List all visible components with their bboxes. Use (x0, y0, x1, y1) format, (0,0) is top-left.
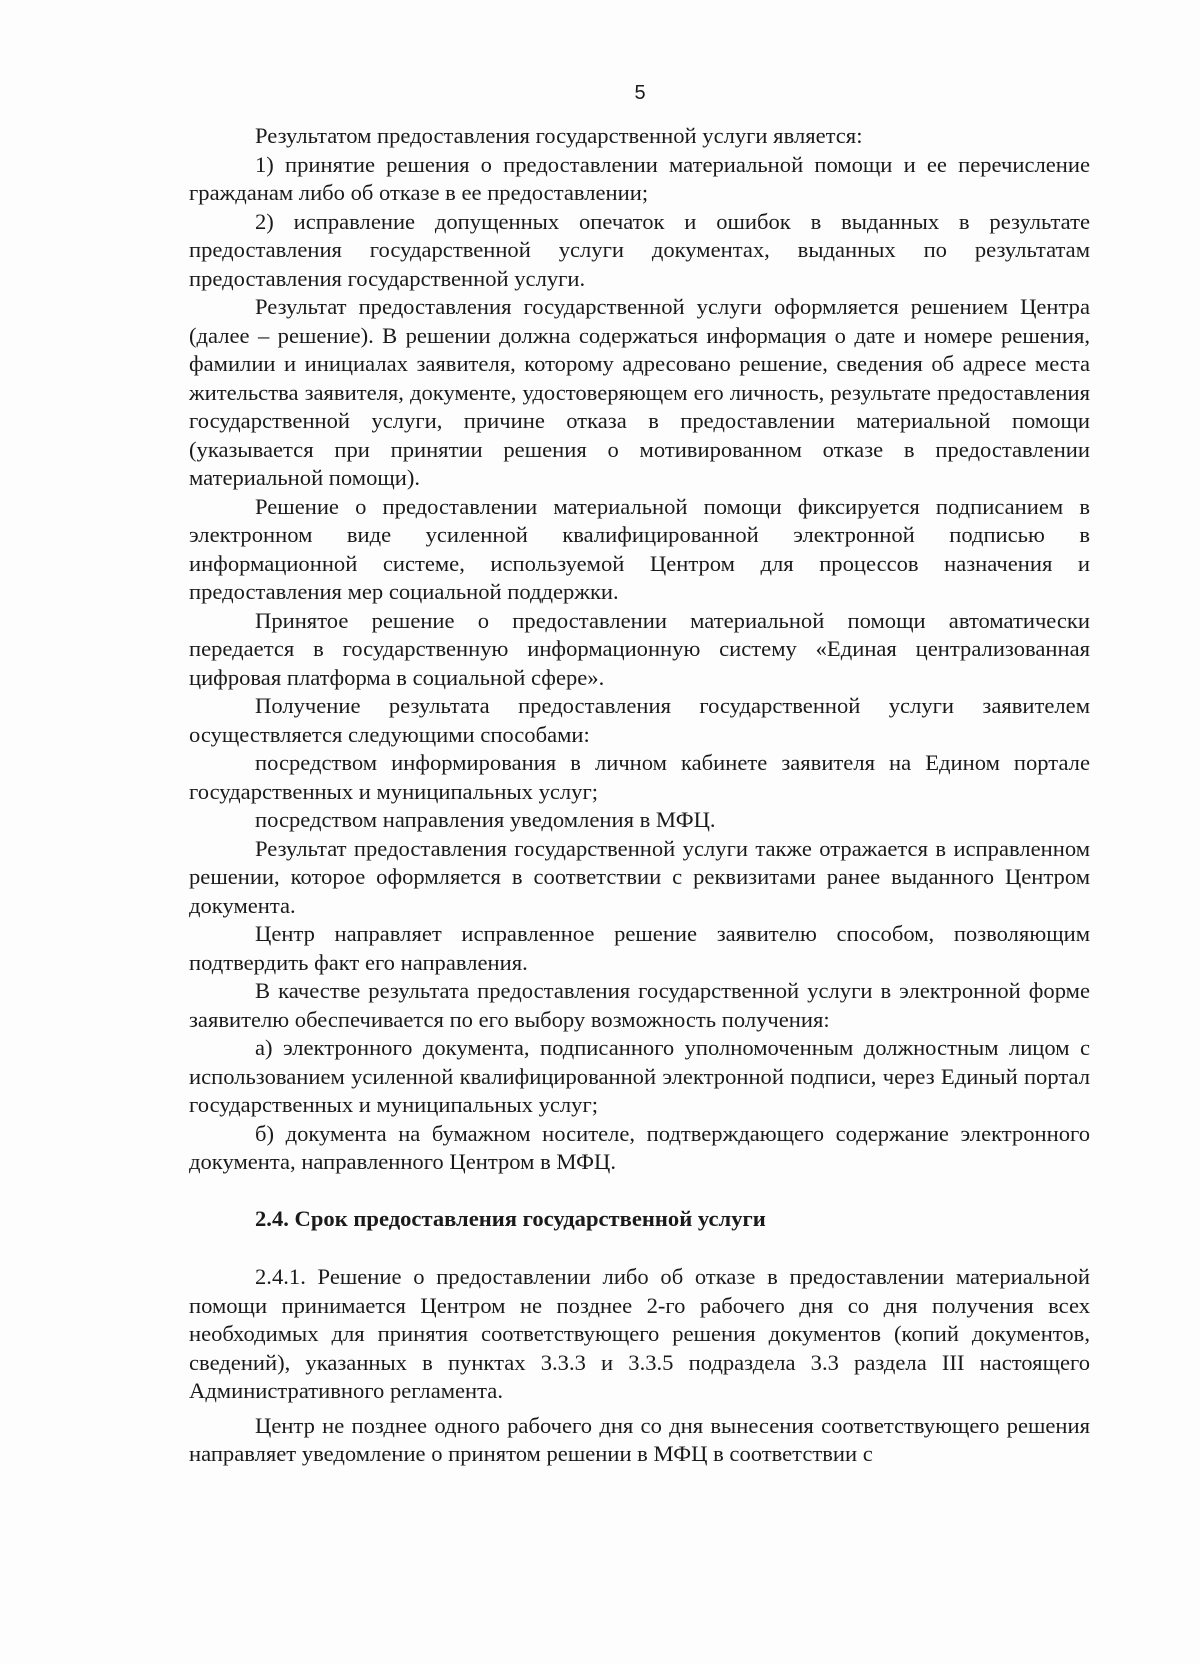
page-number: 5 (634, 82, 646, 104)
paragraph: Получение результата предоставления государственной услуги заявителем осуществляется следующими способами: (189, 693, 1090, 747)
paragraph: посредством информирования в личном кабинете заявителя на Едином портале государственных и муниципальных услуг; (189, 750, 1090, 804)
document-body (189, 122, 1090, 1469)
paragraph: 2) исправление допущенных опечаток и ошибок в выданных в результате предоставления государственной услуги документах, выданных по результатам предоставления государственной услуги. (189, 208, 1090, 291)
paragraph: б) документа на бумажном носителе, подтверждающего содержание электронного документа, направленного Центром в МФЦ. (189, 1120, 1090, 1174)
paragraph: Результат предоставления государственной услуги оформляется решением Центра (далее – решение). В решении должна содержаться информация о дате и номере решения, фамилии и инициалах заявителя, которому адресовано решение, сведения об адресе места жительства заявителя, документе, удостоверяющем его личность, результате предоставления государственной услуги, причине отказа в предоставлении материальной помощи (указывается при принятии решения о мотивированном отказе в предоставлении материальной помощи). (189, 294, 1090, 490)
paragraph: Результатом предоставления государственной услуги является: (255, 123, 863, 148)
paragraph: 1) принятие решения о предоставлении материальной помощи и ее перечисление гражданам либо об отказе в ее предоставлении; (189, 151, 1090, 205)
paragraph: Центр не позднее одного рабочего дня со дня вынесения соответствующего решения направляет уведомление о принятом решении в МФЦ в соответствии с (189, 1412, 1090, 1466)
paragraph: а) электронного документа, подписанного уполномоченным должностным лицом с использованием усиленной квалифицированной электронной подписи, через Единый портал государственных и муниципальных услуг; (189, 1035, 1090, 1117)
paragraph: Решение о предоставлении материальной помощи фиксируется подписанием в электронном виде усиленной квалифицированной электронной подписью в информационной системе, используемой Центром для процессов назначения и предоставления мер социальной поддержки. (189, 493, 1090, 604)
paragraph: Центр направляет исправленное решение заявителю способом, позволяющим подтвердить факт его направления. (189, 921, 1090, 975)
paragraph: 2.4.1. Решение о предоставлении либо об отказе в предоставлении материальной помощи принимается Центром не позднее 2-го рабочего дня со дня получения всех необходимых для принятия соответствующего решения документов (копий документов, сведений), указанных в пунктах 3.3.3 и 3.3.5 подраздела 3.3 раздела III настоящего Административного регламента. (189, 1264, 1090, 1403)
paragraph: посредством направления уведомления в МФЦ. (255, 807, 716, 832)
paragraph: Результат предоставления государственной услуги также отражается в исправленном решении, которое оформляется в соответствии с реквизитами ранее выданного Центром документа. (189, 835, 1090, 918)
paragraph: В качестве результата предоставления государственной услуги в электронной форме заявителю обеспечивается по его выбору возможность получения: (189, 978, 1090, 1032)
paragraph: Принятое решение о предоставлении материальной помощи автоматически передается в государственную информационную систему «Единая централизованная цифровая платформа в социальной сфере». (189, 607, 1090, 690)
section-heading: 2.4. Срок предоставления государственной услуги (255, 1205, 766, 1231)
